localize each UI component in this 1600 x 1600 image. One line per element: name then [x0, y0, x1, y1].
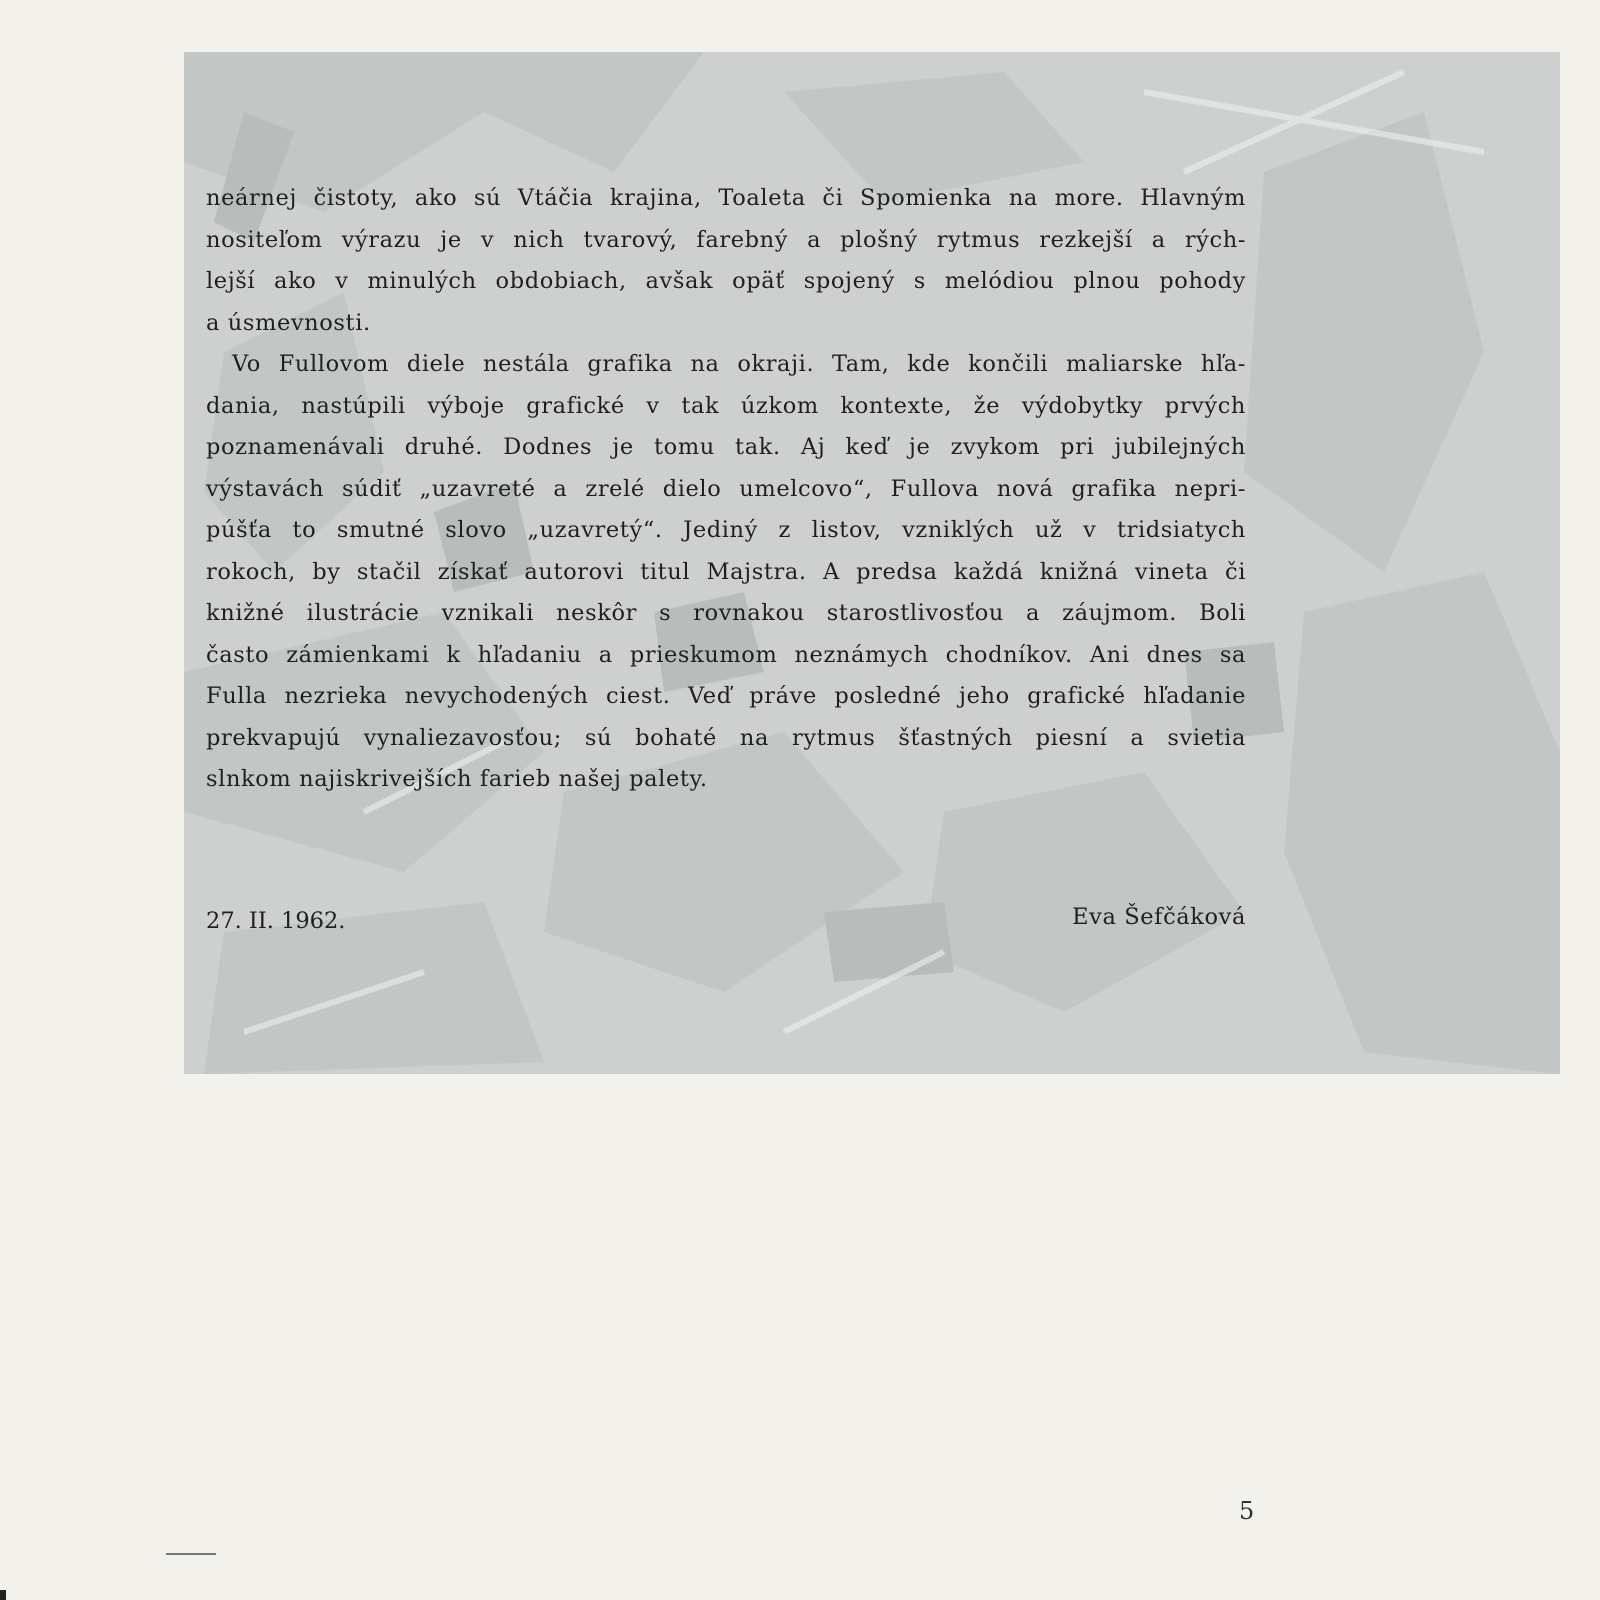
text-line: poznamenávali druhé. Dodnes je tomu tak. Aj keď je zvykom pri jubilejných [206, 434, 1246, 460]
margin-mark [166, 1553, 216, 1555]
paragraph-1 [206, 178, 1246, 344]
text-line: knižné ilustrácie vznikali neskôr s rovnakou starostlivosťou a záujmom. Boli [206, 600, 1246, 626]
text-line: rokoch, by stačil získať autorovi titul Majstra. A predsa každá knižná vineta či [206, 558, 1246, 585]
article-body [206, 178, 1246, 801]
text-line: lejší ako v minulých obdobiach, avšak opäť spojený s melódiou plnou pohody [206, 268, 1246, 294]
text-line: výstavách súdiť „uzavreté a zrelé dielo umelcovo“, Fullova nová grafika nepri- [206, 475, 1246, 502]
text-line: prekvapujú vynaliezavosťou; sú bohaté na rytmus šťastných piesní a svietia [206, 724, 1246, 751]
text-line: slnkom najiskrivejších farieb našej palety. [206, 766, 708, 792]
text-line: a úsmevnosti. [206, 309, 371, 336]
author-signature: Eva Šefčáková [1072, 904, 1246, 930]
text-line: púšťa to smutné slovo „uzavretý“. Jediný z listov, vzniklých už v tridsiatych [206, 517, 1246, 543]
date: 27. II. 1962. [206, 908, 346, 934]
paragraph-2 [206, 344, 1246, 801]
text-line: Vo Fullovom diele nestála grafika na okraji. Tam, kde končili maliarske hľa- [232, 351, 1246, 377]
corner-mark [0, 1590, 6, 1600]
text-line: neárnej čistoty, ako sú Vtáčia krajina, Toaleta či Spomienka na more. Hlavným [206, 185, 1246, 211]
text-line: dania, nastúpili výboje grafické v tak úzkom kontexte, že výdobytky prvých [206, 392, 1246, 419]
page-number: 5 [1239, 1497, 1255, 1525]
text-line: často zámienkami k hľadaniu a prieskumom neznámych chodníkov. Ani dnes sa [206, 641, 1246, 668]
text-line: nositeľom výrazu je v nich tvarový, farebný a plošný rytmus rezkejší a rých- [206, 226, 1246, 253]
text-line: Fulla nezrieka nevychodených ciest. Veď práve posledné jeho grafické hľadanie [206, 683, 1246, 709]
